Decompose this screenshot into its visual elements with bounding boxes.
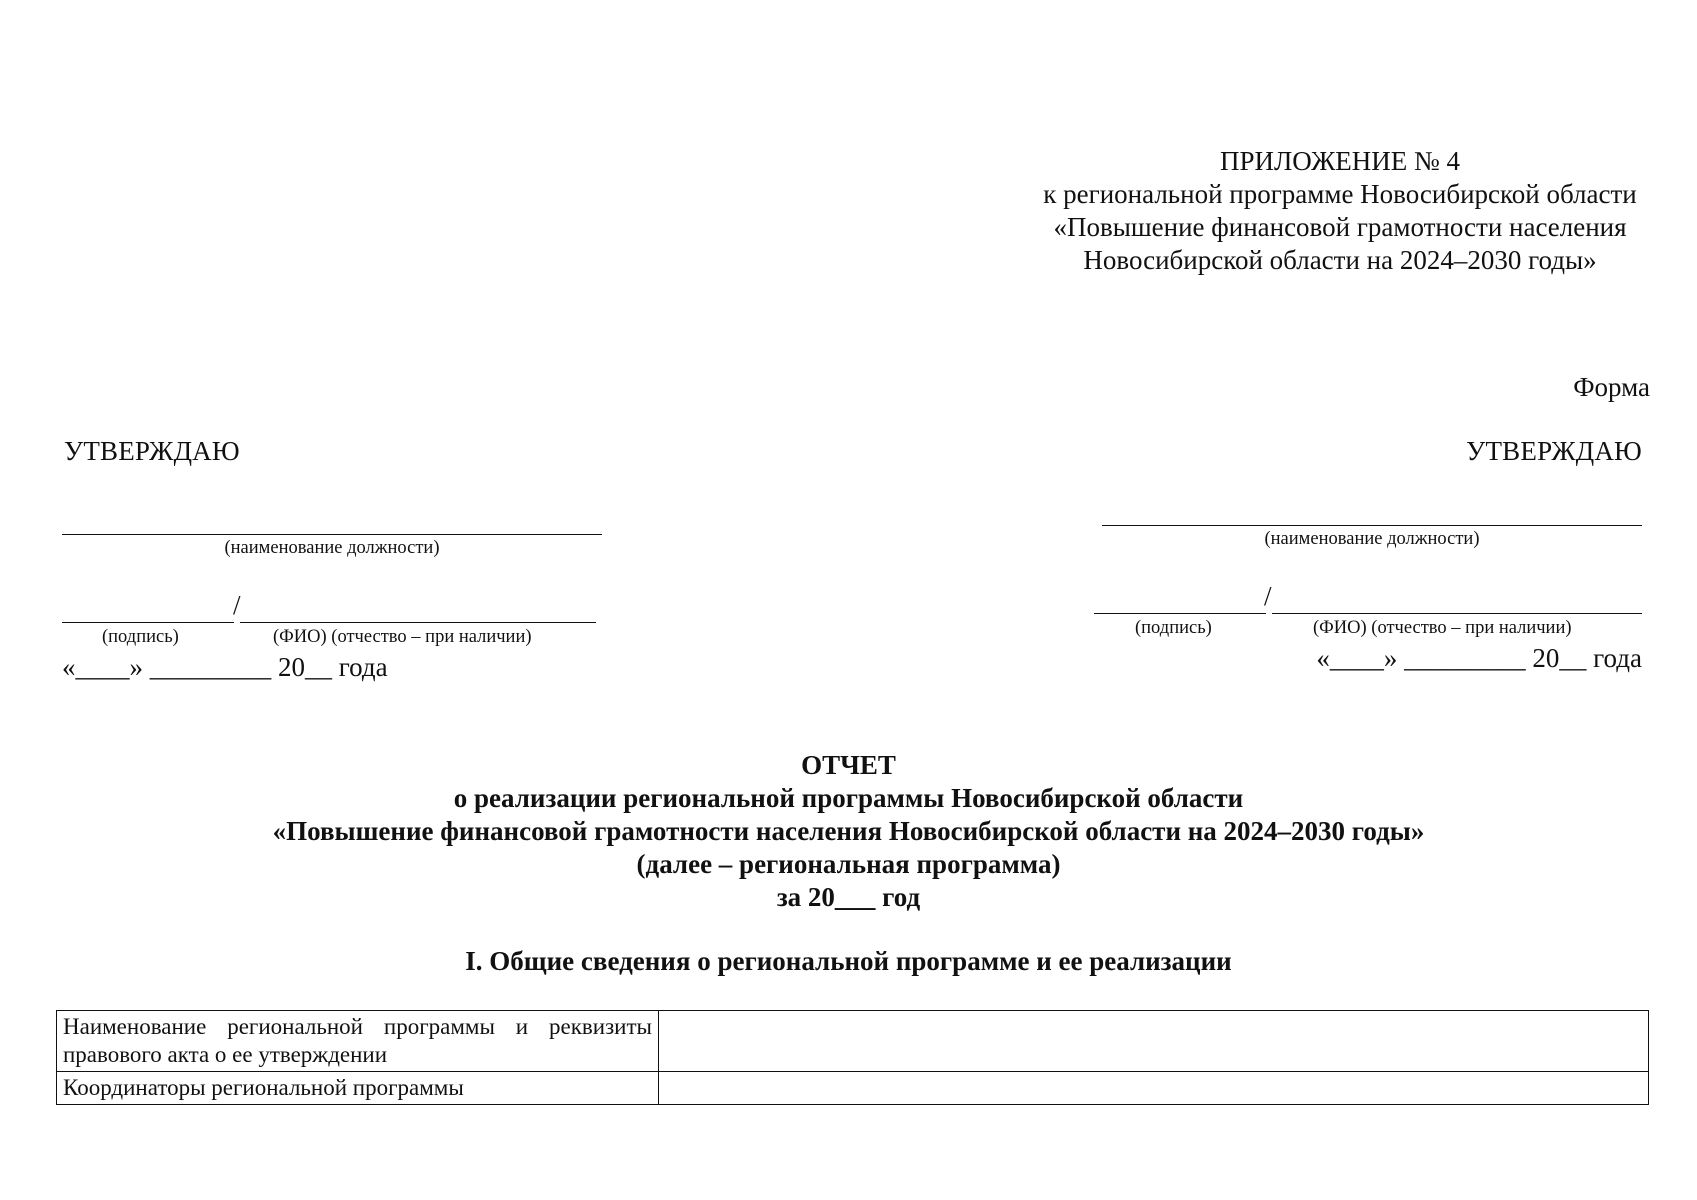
table-row bbox=[57, 1011, 1649, 1072]
signature-line bbox=[62, 622, 234, 623]
name-line bbox=[1272, 613, 1642, 614]
table-cell-label: Наименование региональной программы и реквизиты правового акта о ее утверждении bbox=[57, 1011, 659, 1072]
report-subtitle-line: о реализации региональной программы Новосибирской области bbox=[453, 783, 1244, 813]
table-cell-label: Координаторы региональной программы bbox=[57, 1072, 659, 1105]
name-line bbox=[240, 622, 596, 623]
approve-title: УТВЕРЖДАЮ bbox=[1466, 436, 1642, 466]
report-subtitle-line: «Повышение финансовой грамотности населения Новосибирской области на 2024–2030 годы» bbox=[272, 816, 1425, 846]
appendix-line: к региональной программе Новосибирской области bbox=[1043, 179, 1637, 209]
position-caption: (наименование должности) bbox=[1264, 529, 1480, 549]
report-title bbox=[0, 749, 1697, 914]
appendix-line: Новосибирской области на 2024–2030 годы» bbox=[1083, 245, 1597, 275]
slash-separator: / bbox=[1264, 581, 1272, 611]
position-line bbox=[1102, 525, 1642, 526]
position-caption: (наименование должности) bbox=[224, 538, 440, 558]
form-label: Форма bbox=[1573, 372, 1650, 402]
signature-line bbox=[1094, 613, 1266, 614]
signature-caption: (подпись) bbox=[1135, 618, 1212, 638]
table-cell-value[interactable] bbox=[659, 1011, 1649, 1072]
appendix-number: ПРИЛОЖЕНИЕ № 4 bbox=[1219, 146, 1461, 176]
table-cell-value[interactable] bbox=[659, 1072, 1649, 1105]
date-line: «____» _________ 20__ года bbox=[62, 652, 388, 682]
appendix-header bbox=[1010, 145, 1670, 277]
report-year-line: за 20___ год bbox=[776, 882, 921, 912]
signature-caption: (подпись) bbox=[102, 627, 179, 647]
table-row bbox=[57, 1072, 1649, 1105]
position-line bbox=[62, 534, 602, 535]
report-subtitle-line: (далее – региональная программа) bbox=[636, 849, 1061, 879]
approve-title: УТВЕРЖДАЮ bbox=[64, 436, 240, 466]
report-heading: ОТЧЕТ bbox=[801, 750, 896, 780]
general-info-table bbox=[56, 1010, 1649, 1105]
name-caption: (ФИО) (отчество – при наличии) bbox=[273, 627, 532, 647]
date-line: «____» _________ 20__ года bbox=[1316, 643, 1642, 673]
appendix-line: «Повышение финансовой грамотности населения bbox=[1053, 212, 1627, 242]
name-caption: (ФИО) (отчество – при наличии) bbox=[1313, 618, 1572, 638]
slash-separator: / bbox=[233, 590, 241, 620]
section-title: I. Общие сведения о региональной программе и ее реализации bbox=[465, 946, 1232, 976]
